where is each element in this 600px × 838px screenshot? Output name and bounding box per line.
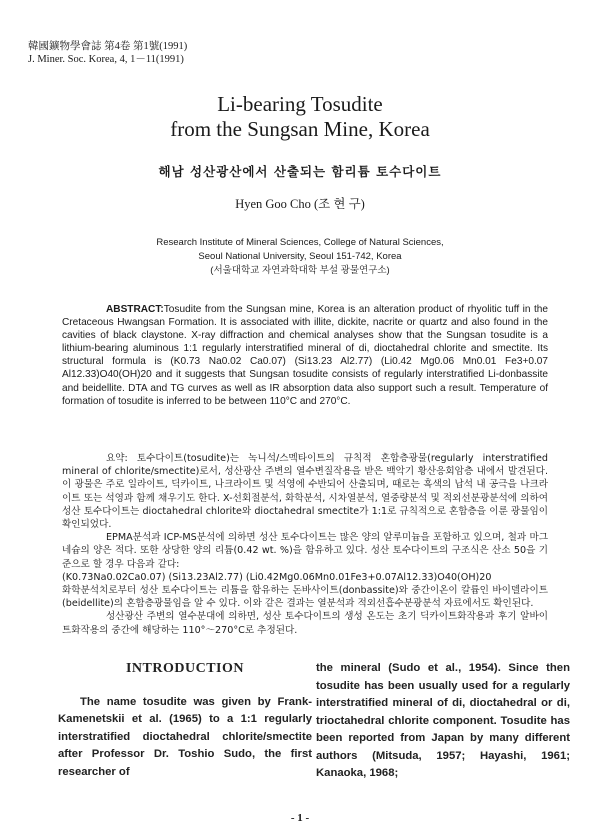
affiliation-line1: Research Institute of Mineral Sciences, College of Natural Sciences, [156, 237, 444, 248]
author: Hyen Goo Cho (조 현 구) [235, 197, 365, 211]
korean-summary-p4: 성산광산 주변의 열수분대에 의하면, 성산 토수다이트의 생성 온도는 초기 딕카이트화작용과 후기 알바이트화작용의 중간에 해당하는 110°～270°C로 추정된다. [62, 611, 548, 636]
intro-left-column [58, 660, 312, 781]
abstract-text: Tosudite from the Sungsan mine, Korea is an alteration product of rhyolitic tuff in the Cretaceous Hwangsan Formation. It is associated with illite, dickite, nacrite or quartz and also found in the cavities of black claystone. X-ray diffraction and chemical analyses show that the Sungsan tosudite is a lithium-bearing aluminous 1:1 regularly interstratified mineral of di, dioctahedral chlorite and smectite. Its structural formula is (K0.73 Na0.02 Ca0.07) (Si13.23 Al2.77) (Li0.42 Mg0.06 Mn0.01 Fe3+0.07 Al12.33)O40(OH)20 and it suggests that Sungsan tosudite consists of regularly interstratified Li-donbassite and beidellite. DTA and TG curves as well as IR absorption data also support such a result. Temperature of formation of tosudite is inferred to be between 110°C and 270°C. [62, 304, 548, 407]
journal-header [28, 40, 187, 66]
korean-summary-p2: EPMA분석과 ICP-MS분석에 의하면 성산 토수다이트는 많은 양의 알루미늄을 포함하고 있으며, 철과 마그네슘의 양은 적다. 또한 상당한 양의 리튬(0.42 wt. %)을 함유하고 있다. 성산 토수다이트의 구조식은 산소 50을 기준으로 할 경우 다음과 같다: [62, 532, 548, 570]
paper-title-line1: Li-bearing Tosudite [217, 92, 383, 116]
intro-right-column [316, 660, 570, 783]
journal-header-english: J. Miner. Soc. Korea, 4, 1－11(1991) [28, 54, 184, 65]
korean-summary [62, 452, 548, 637]
page-number: - 1 - [290, 812, 310, 824]
paper-title [0, 92, 600, 142]
affiliation [0, 236, 600, 278]
abstract [62, 303, 548, 408]
intro-right-text: the mineral (Sudo et al., 1954). Since then tosudite has been usually used for a regularly interstratified mineral of di, dioctahedral or di, trioctahedral chlorite component. Tosudite has been reported from Japan by many different authors (Mitsuda, 1957; Hayashi, 1961; Kanaoka, 1968; [316, 662, 570, 779]
korean-title: 해남 성산광산에서 산출되는 함리튬 토수다이트 [158, 164, 442, 179]
journal-header-korean: 韓國鑛物學會誌 第4卷 第1號(1991) [28, 41, 188, 52]
affiliation-line3: (서울대학교 자연과학대학 부설 광물연구소) [210, 265, 390, 276]
paper-title-line2: from the Sungsan Mine, Korea [170, 117, 430, 141]
affiliation-line2: Seoul National University, Seoul 151-742, Korea [198, 251, 402, 262]
korean-summary-p1: 요약: 토수다이트(tosudite)는 녹니석/스멕타이트의 규칙적 혼합층광물(regularly interstratified mineral of chlorite/smectite)로서, 성산광산 주변의 열수변질작용을 받은 백악기 황산응회암층 내에서 발견된다. 이 광물은 주로 일라이트, 딕카이트, 나크라이트 및 석영에 수반되어 산출되며, 때로는 흑색의 납석 내 공극을 나크라이트 또는 석영과 함께 채우기도 한다. X-선회절분석, 화학분석, 시차열분석, 열중량분석 및 적외선분광분석에 의하여 성산 토수다이트는 dioctahedral chlorite와 dioctahedral smectite가 1:1로 규칙적으로 혼합층을 이룬 광물임이 확인되었다. [62, 453, 548, 531]
abstract-label: ABSTRACT: [106, 304, 164, 315]
intro-left-text: The name tosudite was given by Frank-Kamenetskii et al. (1965) to a 1:1 regularly interstratified dioctahedral chlorite/smectite after Professor Dr. Toshio Sudo, the first researcher of [58, 695, 312, 778]
korean-summary-formula: (K0.73Na0.02Ca0.07) (Si13.23Al2.77) (Li0.42Mg0.06Mn0.01Fe3+0.07Al12.33)O40(OH)20 [62, 571, 492, 583]
introduction-heading: INTRODUCTION [125, 661, 244, 676]
korean-summary-p3: 화학분석치로부터 성산 토수다이트는 리튬을 함유하는 돈바사이트(donbassite)와 중간이온이 칼륨인 바이델라이트(beidellite)의 혼합층광물임을 알 수 있다. 이와 같은 결과는 열분석과 적외선흡수분광분석 자료에서도 확인된다. [62, 585, 548, 610]
